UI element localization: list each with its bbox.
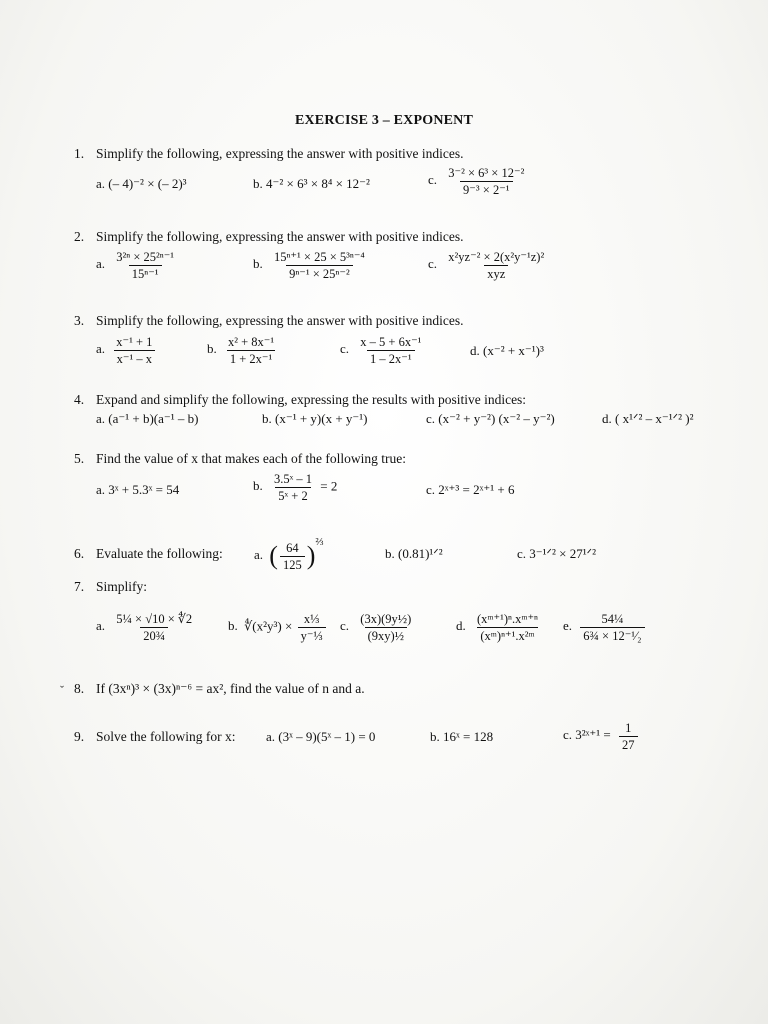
question-prompt: Find the value of x that makes each of the following true: <box>96 451 407 466</box>
question-number: 8. <box>74 681 85 696</box>
part-label: c. <box>428 172 438 188</box>
question-prompt: Evaluate the following: <box>96 546 223 561</box>
part-label: a. <box>96 341 106 357</box>
right-paren: ) <box>306 541 316 571</box>
part-label: e. <box>563 618 573 634</box>
q4-part-a: a. (a⁻¹ + b)(a⁻¹ – b) <box>96 411 199 426</box>
question-prompt: Simplify the following, expressing the answer with positive indices. <box>96 146 464 161</box>
numerator: 15ⁿ⁺¹ × 25 × 5³ⁿ⁻⁴ <box>274 250 365 264</box>
q9-part-c <box>563 721 640 752</box>
question-prompt: Simplify the following, expressing the answer with positive indices. <box>96 313 464 328</box>
denominator: 6¾ × 12⁻¹⁄₂ <box>580 627 644 643</box>
question-number: 3. <box>74 313 85 328</box>
numerator: (xᵐ⁺¹)ⁿ.xᵐ⁺ⁿ <box>477 612 538 626</box>
page-title: EXERCISE 3 – EXPONENT <box>294 113 474 128</box>
question-text: If (3xⁿ)³ × (3x)ⁿ⁻⁶ = ax², find the value of n and a. <box>96 681 365 696</box>
denominator: 125 <box>280 556 305 572</box>
denominator: 1 – 2x⁻¹ <box>367 350 415 366</box>
fraction <box>225 335 277 366</box>
q6-part-c: c. 3⁻¹ᐟ² × 27¹ᐟ² <box>517 546 597 561</box>
q5-part-c: c. 2ˣ⁺³ = 2ˣ⁺¹ + 6 <box>426 482 515 497</box>
fraction <box>619 721 638 752</box>
q9-part-a: a. (3ˣ – 9)(5ˣ – 1) = 0 <box>266 729 376 744</box>
denominator: 9ⁿ⁻¹ × 25ⁿ⁻² <box>286 265 353 281</box>
fraction <box>357 335 424 366</box>
question-number: 4. <box>74 392 85 407</box>
question-6 <box>74 546 223 562</box>
denominator: x⁻¹ – x <box>114 350 155 366</box>
q7-part-a <box>96 612 197 643</box>
numerator: x⁻¹ + 1 <box>116 335 153 349</box>
fraction <box>445 166 527 197</box>
part-label: a. <box>96 256 106 272</box>
part-label: a. <box>254 547 264 562</box>
question-prompt: Simplify the following, expressing the answer with positive indices. <box>96 229 464 244</box>
q7-part-b <box>228 612 328 643</box>
question-prompt: Expand and simplify the following, expressing the results with positive indices: <box>96 392 527 407</box>
q5-part-a: a. 3ˣ + 5.3ˣ = 54 <box>96 482 180 497</box>
numerator: x – 5 + 6x⁻¹ <box>360 335 422 349</box>
question-9 <box>74 729 235 745</box>
q9-part-b: b. 16ˣ = 128 <box>430 729 494 744</box>
fraction <box>113 612 195 643</box>
question-5 <box>74 451 406 467</box>
question-number: 1. <box>74 146 85 161</box>
q3-part-c <box>340 335 426 366</box>
numerator: 3⁻² × 6³ × 12⁻² <box>448 166 525 180</box>
fraction <box>271 250 368 281</box>
question-number: 2. <box>74 229 85 244</box>
numerator: 64 <box>286 540 299 555</box>
numerator: 3²ⁿ × 25²ⁿ⁻¹ <box>116 250 175 264</box>
q2-part-a <box>96 250 179 281</box>
q1-part-b: b. 4⁻² × 6³ × 8⁴ × 12⁻² <box>253 176 370 191</box>
numerator: 5¼ × √10 × ∜2 <box>116 612 193 626</box>
question-2 <box>74 229 463 245</box>
numerator: x² + 8x⁻¹ <box>228 335 275 349</box>
question-1 <box>74 146 463 162</box>
denominator: 9⁻³ × 2⁻¹ <box>460 181 513 197</box>
part-label: c. <box>340 618 350 634</box>
fraction <box>113 250 177 281</box>
question-8 <box>74 681 365 697</box>
q2-part-c <box>428 250 549 281</box>
numerator: x²yz⁻² × 2(x²y⁻¹z)² <box>448 250 545 264</box>
numerator: 3.5ˣ – 1 <box>274 472 312 486</box>
part-label: c. 3²ˣ⁺¹ = <box>563 727 611 743</box>
q1-part-a: a. (– 4)⁻² × (– 2)³ <box>96 176 187 191</box>
q7-part-c <box>340 612 416 643</box>
denominator: y⁻⅓ <box>298 627 326 643</box>
q3-part-b <box>207 335 279 366</box>
q7-part-d <box>456 612 543 643</box>
fraction <box>357 612 414 643</box>
denominator: 27 <box>619 736 638 752</box>
denominator: 1 + 2x⁻¹ <box>227 350 275 366</box>
q1-part-c <box>428 166 529 197</box>
left-paren: ( <box>269 541 278 571</box>
question-4 <box>74 392 526 408</box>
check-mark: ˇ <box>60 683 64 697</box>
q3-part-a <box>96 335 157 366</box>
question-prompt: Simplify: <box>96 579 148 594</box>
part-label: b. <box>253 256 263 272</box>
denominator: 20¾ <box>140 627 168 643</box>
question-3 <box>74 313 463 329</box>
equation-rhs: = 2 <box>320 478 338 494</box>
fraction <box>271 472 315 503</box>
part-label: c. <box>340 341 350 357</box>
denominator: 5ˣ + 2 <box>275 487 310 503</box>
question-prompt: Solve the following for x: <box>96 729 236 744</box>
fraction <box>445 250 547 281</box>
numerator: 54¼ <box>601 612 624 626</box>
part-label: a. <box>96 618 106 634</box>
part-label: b. <box>253 478 263 494</box>
fraction <box>280 541 305 572</box>
q4-part-c: c. (x⁻² + y⁻²) (x⁻² – y⁻²) <box>426 411 555 426</box>
q7-part-e <box>563 612 647 643</box>
q4-part-d: d. ( x¹ᐟ² – x⁻¹ᐟ² )² <box>602 411 694 426</box>
numerator: 1 <box>625 721 632 735</box>
fraction <box>474 612 541 643</box>
exponent: ⅔ <box>315 536 324 548</box>
fraction <box>580 612 644 643</box>
part-label: b. <box>228 618 238 634</box>
question-number: 9. <box>74 729 85 744</box>
question-7 <box>74 579 147 595</box>
q2-part-b <box>253 250 370 281</box>
q4-part-b: b. (x⁻¹ + y)(x + y⁻¹) <box>262 411 368 426</box>
part-label: c. <box>428 256 438 272</box>
numerator: (3x)(9y½) <box>360 612 412 626</box>
denominator: (xᵐ)ⁿ⁺¹.x²ᵐ <box>477 627 537 643</box>
question-number: 6. <box>74 546 85 561</box>
q6-part-a <box>254 534 324 572</box>
fraction <box>113 335 155 366</box>
radical-term: ∜(x²y³) × <box>244 618 293 634</box>
question-number: 5. <box>74 451 85 466</box>
q5-part-b <box>253 472 337 503</box>
denominator: xyz <box>484 265 508 281</box>
numerator: x⅓ <box>303 612 320 626</box>
part-label: d. <box>456 618 466 634</box>
q3-part-d: d. (x⁻² + x⁻¹)³ <box>470 343 544 358</box>
fraction <box>298 612 326 643</box>
denominator: 15ⁿ⁻¹ <box>129 265 162 281</box>
q6-part-b: b. (0.81)¹ᐟ² <box>385 546 443 561</box>
question-number: 7. <box>74 579 85 594</box>
part-label: b. <box>207 341 217 357</box>
denominator: (9xy)½ <box>365 627 407 643</box>
